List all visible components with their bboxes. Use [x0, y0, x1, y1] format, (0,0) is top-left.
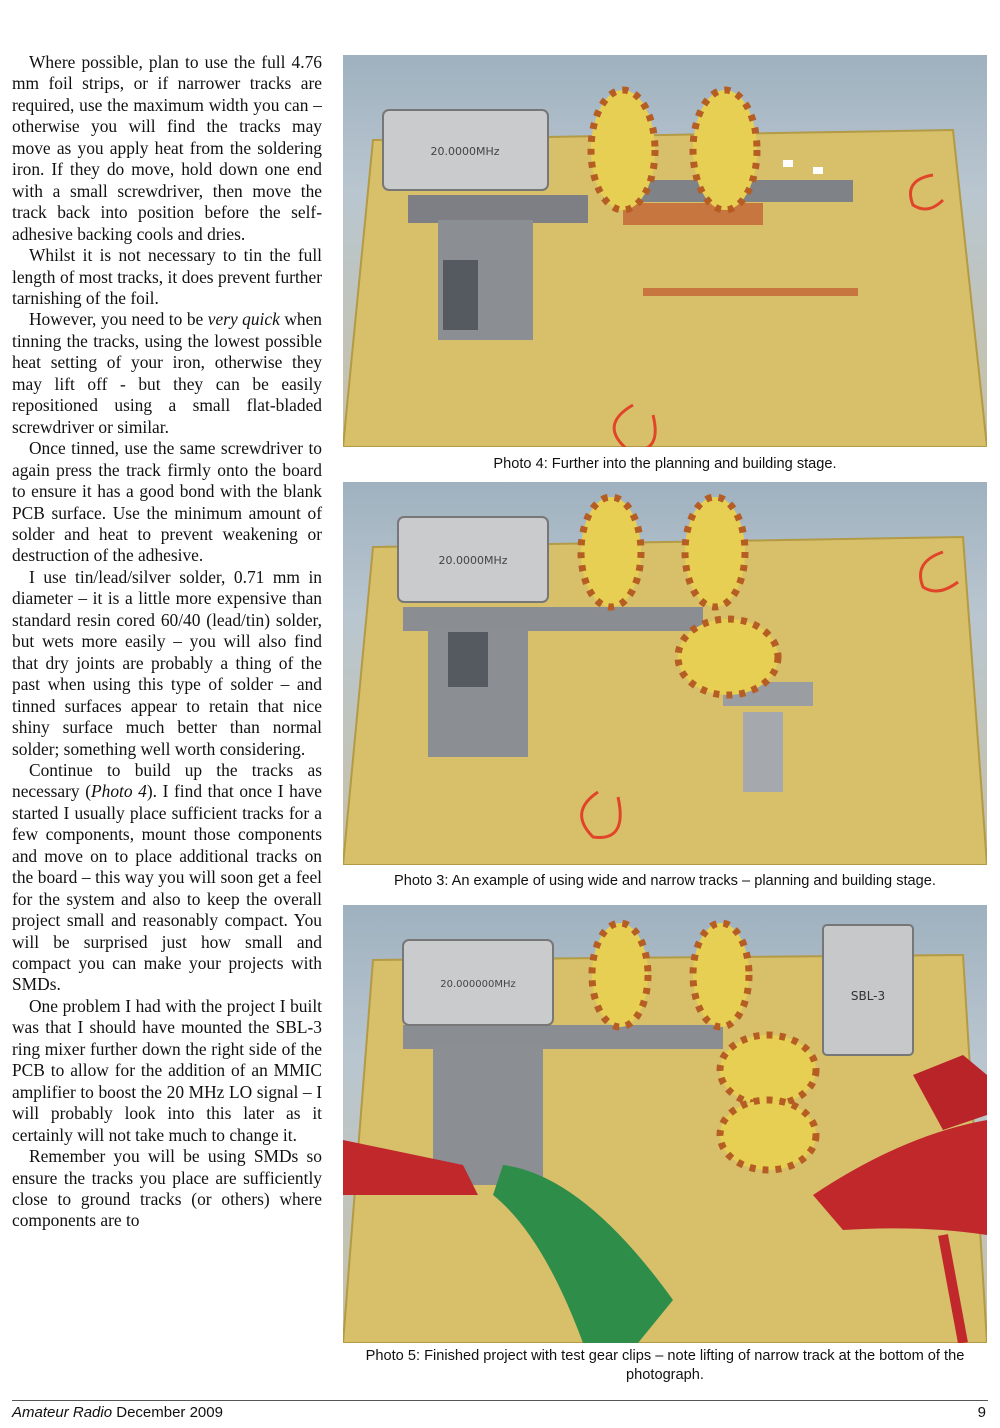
mixer-label: SBL-3	[850, 989, 886, 1003]
oscillator-label: 20.0000MHz	[430, 145, 500, 158]
page-number: 9	[977, 1404, 986, 1421]
paragraph: However, you need to be very quick when tinning the tracks, using the lowest possible heat setting of your iron, otherwise they may lift off - but they can be easily repositioned using a small flat-bladed screwdriver or similar.	[12, 309, 322, 437]
paragraph: Whilst it is not necessary to tin the full length of most tracks, it does prevent further tarnishing of the foil.	[12, 245, 322, 308]
oscillator-label: 20.0000MHz	[438, 554, 508, 567]
photo-3-caption: Photo 3: An example of using wide and narrow tracks – planning and building stage.	[394, 873, 936, 889]
photo-4	[343, 55, 987, 447]
paragraph: I use tin/lead/silver solder, 0.71 mm in diameter – it is a little more expensive than standard resin cored 60/40 (lead/tin) solder, but wets more easily – you will also find that dry joints are probably a thing of the past when using this type of solder – and tinned surfaces appear to retain that nice shiny surface much better than normal solder; something well worth considering.	[12, 566, 322, 759]
footer-rule	[12, 1400, 988, 1401]
photo-5-caption: Photo 5: Finished project with test gear clips – note lifting of narrow track at the bottom of the photograph.	[365, 1348, 965, 1383]
paragraph: Remember you will be using SMDs so ensure the tracks you place are sufficiently close to ground tracks (or others) where components are to	[12, 1146, 322, 1231]
paragraph: One problem I had with the project I built was that I should have mounted the SBL-3 ring mixer further down the right side of the PCB to allow for the addition of an MMIC amplifier to boost the 20 MHz LO signal – I will probably look into this later as it certainly will not take much to change it.	[12, 995, 322, 1145]
paragraph: Once tinned, use the same screwdriver to again press the track firmly onto the board to ensure it has a good bond with the blank PCB surface. Use the minimum amount of solder and heat to prevent weakening or destruction of the adhesive.	[12, 438, 322, 566]
paragraph: Continue to build up the tracks as necessary (Photo 4). I find that once I have started I usually place sufficient tracks for a few components, mount those components and move on to place additional tracks on the board – this way you will soon get a feel for the system and also to keep the overall project small and reasonably compact. You will be surprised just how small and compact you can make your projects with SMDs.	[12, 759, 322, 995]
footer-publication	[12, 1404, 223, 1421]
magazine-name: Amateur Radio	[12, 1404, 113, 1421]
oscillator-label: 20.000000MHz	[440, 979, 516, 990]
photo-3	[343, 482, 987, 865]
emphasis: very quick	[207, 309, 280, 330]
paragraph: Where possible, plan to use the full 4.76 mm foil strips, or if narrower tracks are required, use the maximum width you can – otherwise you will find the tracks may move as you apply heat from the soldering iron. If they do move, hold down one end with a small screwdriver, then move the track back into position before the self-adhesive backing cools and dries.	[12, 52, 322, 244]
photo-5	[343, 905, 987, 1343]
article-text-column	[12, 52, 322, 1232]
issue-date: December 2009	[116, 1404, 223, 1421]
photo-4-caption: Photo 4: Further into the planning and building stage.	[493, 456, 837, 472]
photo-reference: Photo 4	[91, 781, 147, 802]
